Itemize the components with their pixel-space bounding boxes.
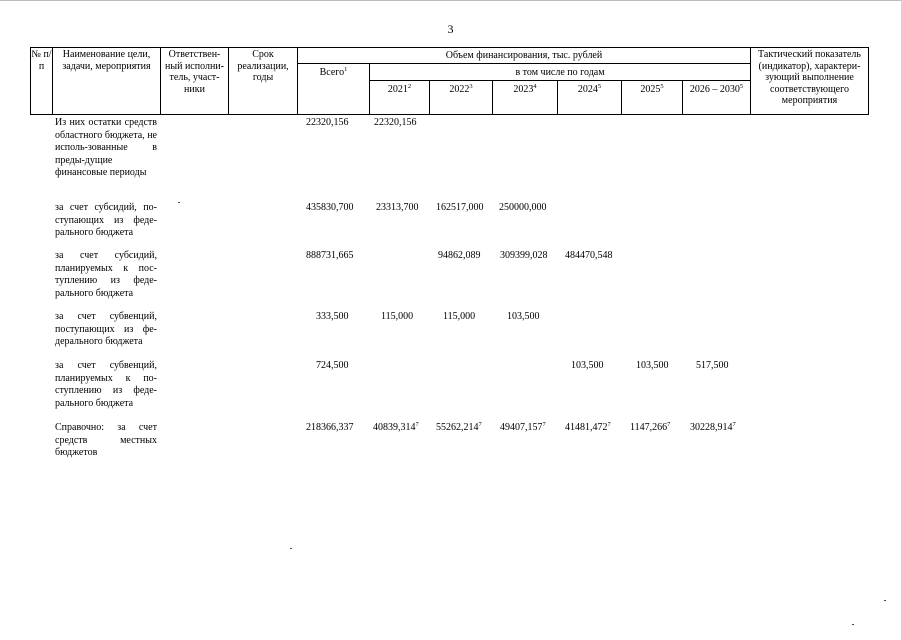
value: 22320,156 [374, 117, 417, 128]
row-total [316, 311, 349, 323]
scan-speck [290, 548, 292, 549]
value: 333,500 [316, 311, 349, 322]
year-footnote: 5 [739, 83, 744, 90]
header-volume: Объем финансирования, тыс. рублей [445, 50, 603, 61]
value: 888731,665 [306, 250, 354, 261]
col-border-2 [160, 47, 161, 115]
row-2022 [436, 202, 484, 214]
row-label: за счет субсидий, планируемых к пос-туплению из феде-рального бюджета [55, 250, 157, 299]
value: 218366,337 [306, 422, 354, 433]
table-top-border [30, 47, 868, 48]
value: 55262,214 [436, 422, 479, 433]
page-number: 3 [447, 22, 454, 36]
year-label: 2023 [513, 84, 534, 95]
value: 1147,266 [630, 422, 668, 433]
value: 115,000 [381, 311, 414, 322]
row-2024 [565, 250, 613, 262]
value: 94862,089 [438, 250, 481, 261]
row-total [306, 117, 349, 129]
row-2026-2030 [690, 422, 736, 434]
scan-speck [852, 624, 854, 625]
row-2026-2030 [696, 360, 729, 372]
scan-speck [884, 600, 886, 601]
col-border-3 [228, 47, 229, 115]
row-2021 [376, 202, 419, 214]
value: 162517,000 [436, 202, 484, 213]
row-total [306, 250, 354, 262]
header-year-2026-2030 [683, 84, 750, 96]
row-2021 [374, 117, 417, 129]
row-label: Из них остатки средств областного бюджета, не исполь-зованные в преды-дущие финансовые периоды [55, 117, 157, 178]
value: 435830,700 [306, 202, 354, 213]
header-year-2021 [370, 84, 429, 96]
year-footnote: 5 [597, 83, 602, 90]
scan-speck [178, 202, 180, 203]
year-footnote: 5 [660, 83, 664, 90]
header-year-2022 [430, 84, 492, 96]
value: 309399,028 [500, 250, 548, 261]
footnote: 7 [542, 421, 546, 428]
years-divider [369, 80, 750, 81]
header-year-2024 [558, 84, 621, 96]
header-total [298, 67, 369, 79]
header-indicator: Тактический показатель (индикатор), характери-зующий выполнение соответствующего мероприятия [758, 49, 861, 106]
value: 49407,157 [500, 422, 543, 433]
row-2025 [630, 422, 670, 434]
row-2021 [373, 422, 419, 434]
header-year-2025 [622, 84, 682, 96]
header-name: Наименование цели, задачи, мероприятия [62, 49, 151, 72]
year-footnote: 3 [469, 83, 473, 90]
header-including: в том числе по годам [515, 67, 605, 78]
value: 103,500 [636, 360, 669, 371]
footnote: 7 [415, 421, 419, 428]
footnote: 7 [607, 421, 611, 428]
row-2025 [636, 360, 669, 372]
row-total [316, 360, 349, 372]
row-2022 [443, 311, 475, 323]
row-2024 [571, 360, 604, 372]
year-label: 2024 [577, 84, 598, 95]
value: 40839,314 [373, 422, 416, 433]
row-2023 [499, 202, 547, 214]
row-2024 [565, 422, 611, 434]
value: 30228,914 [690, 422, 733, 433]
year-label: 2025 [640, 84, 661, 95]
value: 23313,700 [376, 202, 419, 213]
row-label: за счет субвенций, поступающих из фе-дерального бюджета [55, 311, 157, 347]
row-label: за счет субвенций, планируемых к по-ступлению из феде-рального бюджета [55, 360, 157, 409]
value: 103,500 [571, 360, 604, 371]
value: 22320,156 [306, 117, 349, 128]
volume-divider [297, 63, 750, 64]
footnote: 7 [478, 421, 482, 428]
value: 103,500 [507, 311, 540, 322]
value: 517,500 [696, 360, 729, 371]
row-label: Справочно: за счет средств местных бюджетов [55, 422, 157, 458]
value: 250000,000 [499, 202, 547, 213]
header-total-label: Всего [319, 67, 345, 78]
value: 724,500 [316, 360, 349, 371]
header-term: Срок реализации, годы [237, 49, 289, 83]
year-footnote: 4 [533, 83, 537, 90]
footnote: 7 [732, 421, 736, 428]
header-responsible: Ответствен-ный исполни-тель, участ-ники [165, 49, 224, 95]
header-total-footnote: 1 [344, 66, 348, 73]
row-2023 [507, 311, 540, 323]
row-total [306, 202, 354, 214]
row-2022 [436, 422, 482, 434]
year-label: 2026 – 2030 [689, 84, 740, 95]
year-label: 2021 [387, 84, 408, 95]
year-label: 2022 [449, 84, 470, 95]
header-bottom-border [30, 114, 868, 115]
header-num: № п/п [31, 49, 52, 72]
year-footnote: 2 [407, 83, 412, 90]
row-total [306, 422, 354, 434]
row-2022 [438, 250, 481, 262]
header-year-2023 [493, 84, 557, 96]
col-border-12 [868, 47, 869, 115]
value: 115,000 [443, 311, 476, 322]
footnote: 7 [667, 421, 671, 428]
col-border-1 [52, 47, 53, 115]
value: 41481,472 [565, 422, 608, 433]
row-2021 [381, 311, 413, 323]
row-2023 [500, 250, 548, 262]
row-label: за счет субсидий, по-ступающих из феде-рального бюджета [55, 202, 157, 238]
value: 484470,548 [565, 250, 613, 261]
row-2023 [500, 422, 546, 434]
